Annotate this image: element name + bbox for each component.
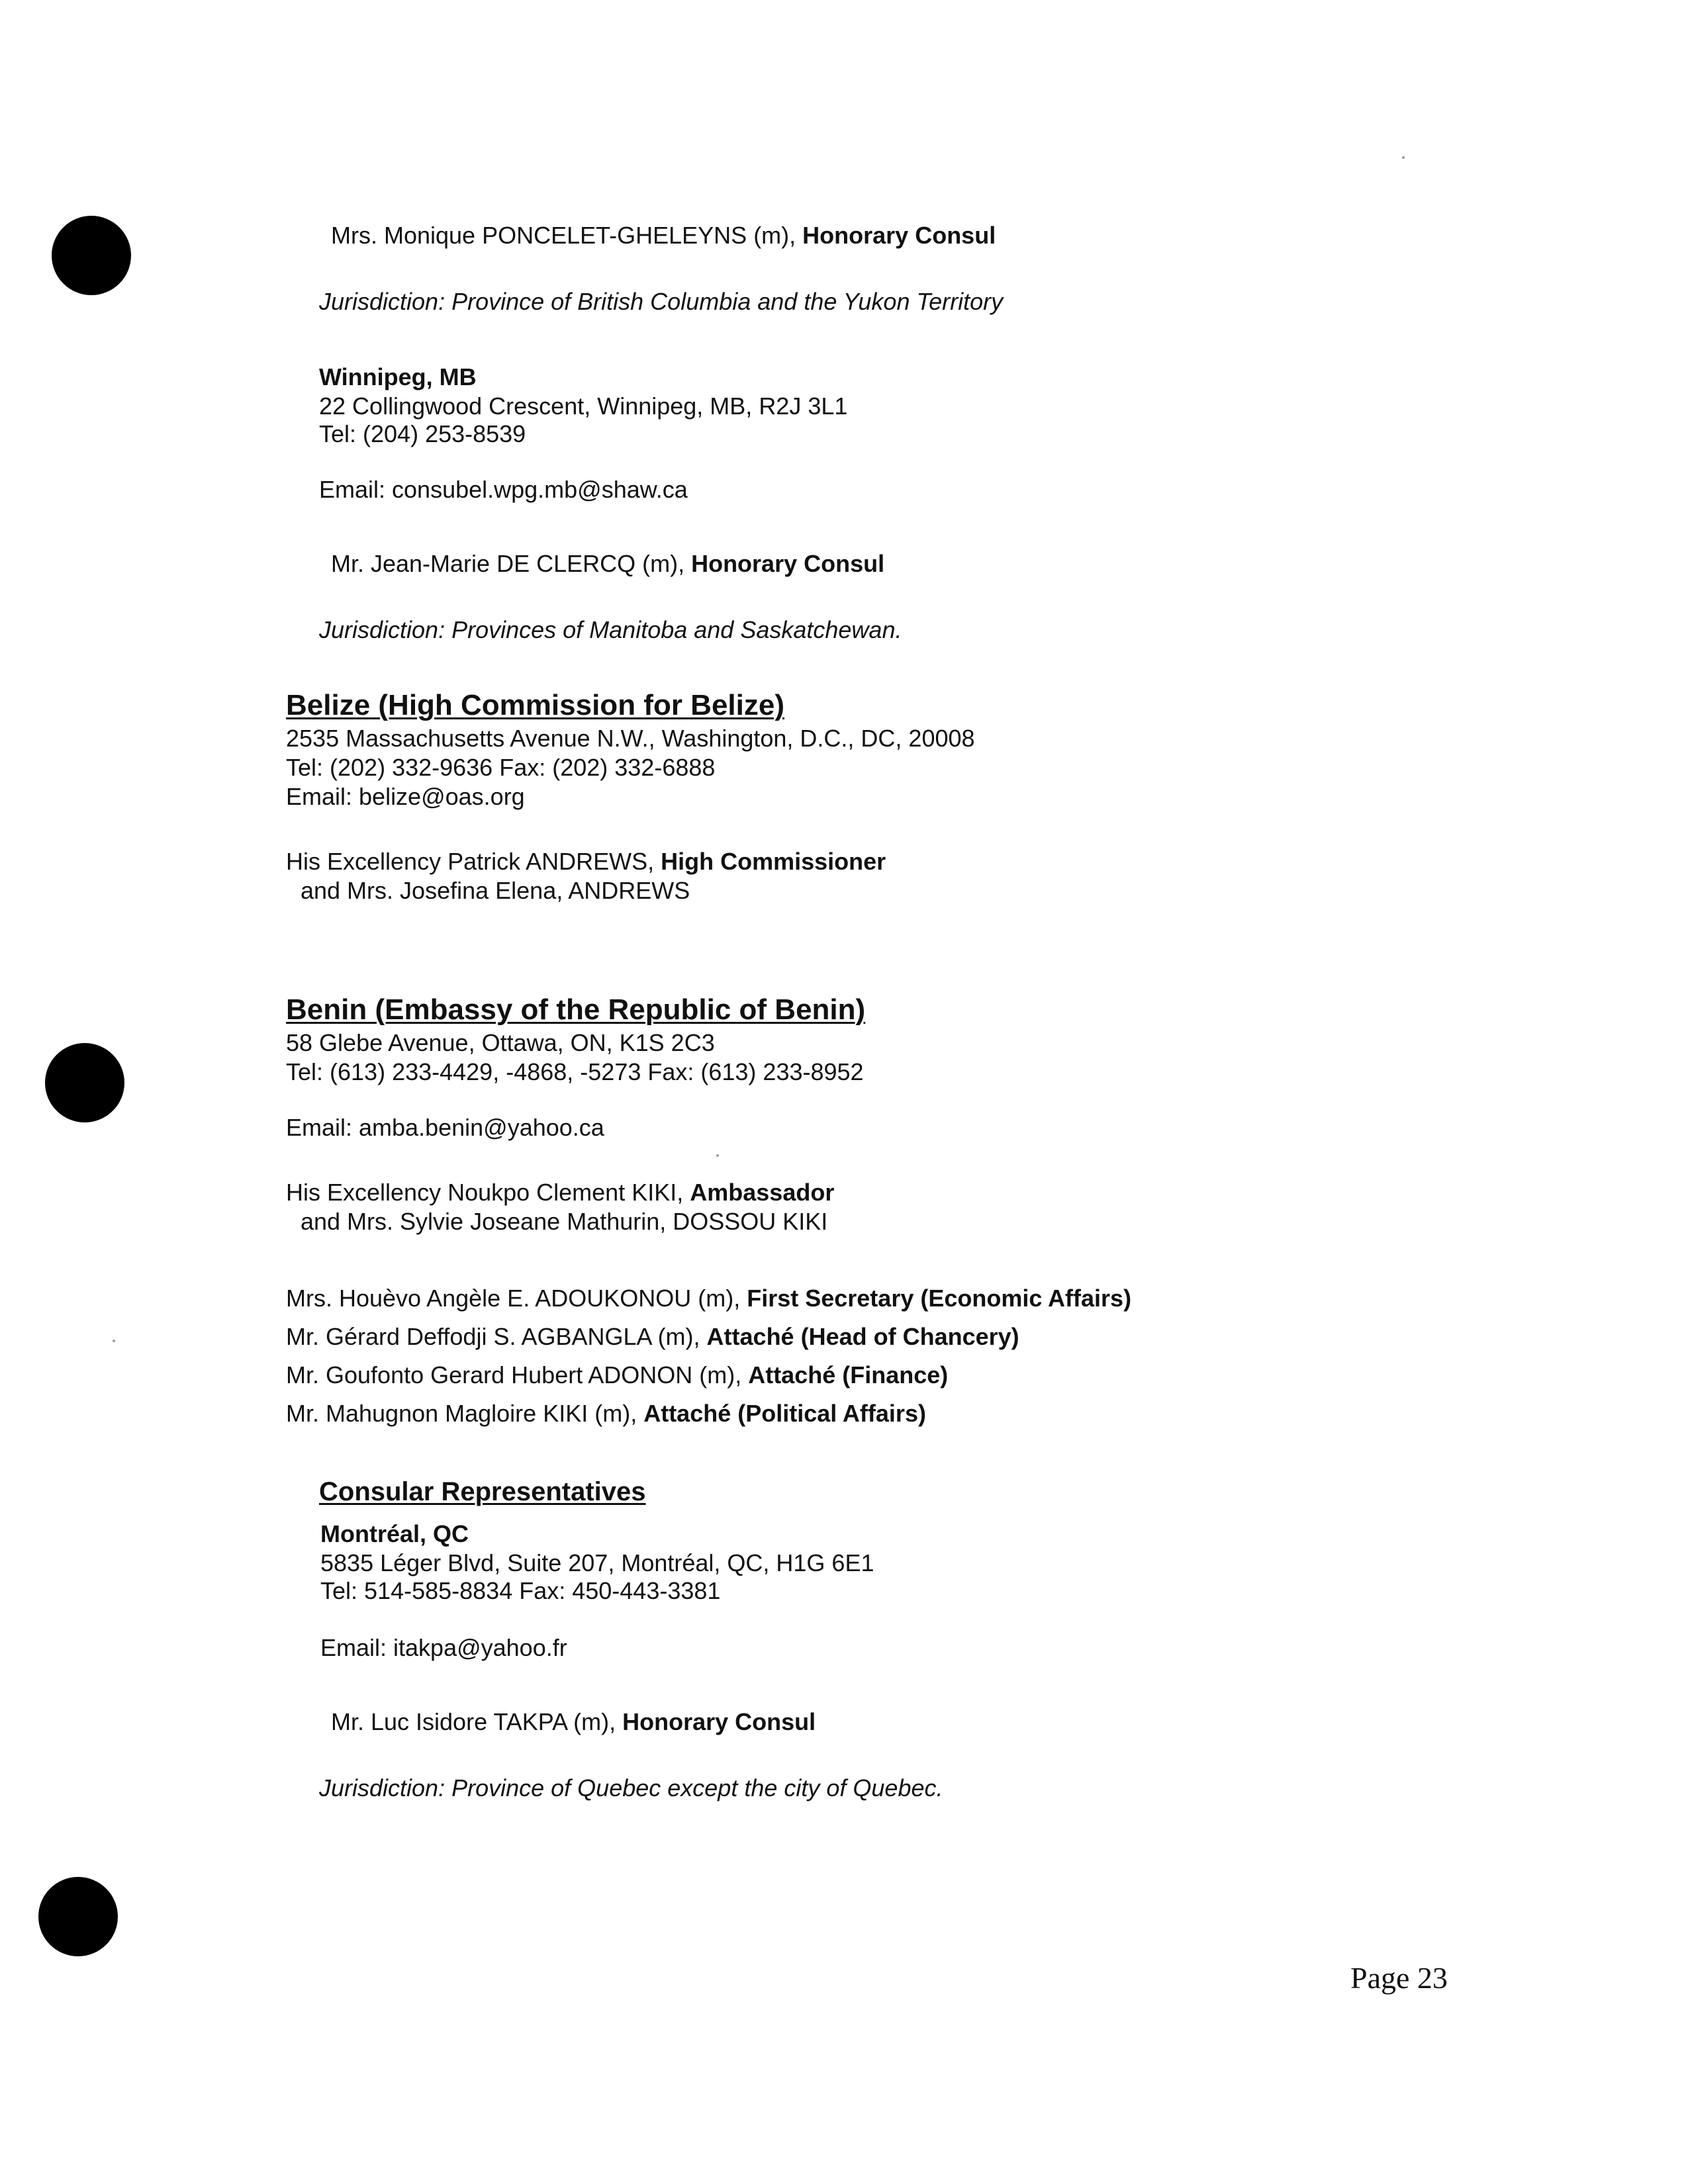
punch-hole-bottom xyxy=(38,1877,118,1956)
tel-fax-benin: Tel: (613) 233-4429, -4868, -5273 Fax: (613) 233-8952 xyxy=(286,1058,864,1085)
address-belize: 2535 Massachusetts Avenue N.W., Washington, D.C., DC, 20008 xyxy=(286,725,975,752)
email-montreal: Email: itakpa@yahoo.fr xyxy=(320,1634,567,1661)
consul-title: Honorary Consul xyxy=(691,550,885,577)
spouse-belize: and Mrs. Josefina Elena, ANDREWS xyxy=(301,877,690,904)
jurisdiction-winnipeg: Jurisdiction: Provinces of Manitoba and Saskatchewan. xyxy=(319,616,902,643)
consul-name: Mr. Jean-Marie DE CLERCQ (m), xyxy=(331,550,692,577)
head-of-mission-benin xyxy=(286,1178,834,1207)
staff-title: Attaché (Head of Chancery) xyxy=(706,1323,1019,1350)
staff-title: First Secretary (Economic Affairs) xyxy=(747,1285,1132,1312)
staff-name: Mr. Goufonto Gerard Hubert ADONON (m), xyxy=(286,1361,749,1388)
scan-speck xyxy=(113,1340,115,1342)
punch-hole-top xyxy=(52,216,131,295)
staff-entry xyxy=(286,1284,1131,1313)
head-title: High Commissioner xyxy=(661,848,886,875)
punch-hole-middle xyxy=(45,1043,124,1122)
staff-title: Attaché (Finance) xyxy=(748,1361,949,1388)
page-number: Page 23 xyxy=(1350,1961,1448,1995)
consul-title: Honorary Consul xyxy=(622,1708,816,1735)
head-name: His Excellency Noukpo Clement KIKI, xyxy=(286,1179,690,1206)
tel-winnipeg: Tel: (204) 253-8539 xyxy=(319,420,526,447)
consul-name: Mr. Luc Isidore TAKPA (m), xyxy=(331,1708,623,1735)
staff-entry xyxy=(286,1361,948,1390)
scan-speck xyxy=(716,1154,719,1157)
tel-fax-montreal: Tel: 514-585-8834 Fax: 450-443-3381 xyxy=(320,1577,721,1604)
email-benin: Email: amba.benin@yahoo.ca xyxy=(286,1114,604,1141)
staff-name: Mr. Mahugnon Magloire KIKI (m), xyxy=(286,1400,644,1427)
head-title: Ambassador xyxy=(690,1179,835,1206)
heading-consular-representatives: Consular Representatives xyxy=(319,1477,646,1506)
head-name: His Excellency Patrick ANDREWS, xyxy=(286,848,661,875)
address-benin: 58 Glebe Avenue, Ottawa, ON, K1S 2C3 xyxy=(286,1029,715,1056)
staff-name: Mrs. Houèvo Angèle E. ADOUKONOU (m), xyxy=(286,1285,747,1312)
scan-speck xyxy=(1402,156,1405,159)
head-of-mission-belize xyxy=(286,847,886,876)
consul-entry-montreal xyxy=(331,1707,816,1737)
email-winnipeg: Email: consubel.wpg.mb@shaw.ca xyxy=(319,476,688,503)
staff-title: Attaché (Political Affairs) xyxy=(643,1400,926,1427)
staff-name: Mr. Gérard Deffodji S. AGBANGLA (m), xyxy=(286,1323,707,1350)
city-winnipeg: Winnipeg, MB xyxy=(319,363,477,390)
consul-title: Honorary Consul xyxy=(802,222,996,249)
consul-entry-winnipeg xyxy=(331,549,884,578)
email-belize: Email: belize@oas.org xyxy=(286,783,525,810)
jurisdiction-bc: Jurisdiction: Province of British Columbia and the Yukon Territory xyxy=(319,288,1004,315)
heading-belize: Belize (High Commission for Belize) xyxy=(286,689,784,721)
jurisdiction-montreal: Jurisdiction: Province of Quebec except the city of Quebec. xyxy=(319,1774,943,1801)
address-montreal: 5835 Léger Blvd, Suite 207, Montréal, QC, H1G 6E1 xyxy=(320,1549,874,1576)
staff-entry xyxy=(286,1322,1019,1351)
consul-name: Mrs. Monique PONCELET-GHELEYNS (m), xyxy=(331,222,803,249)
heading-benin: Benin (Embassy of the Republic of Benin) xyxy=(286,993,866,1026)
spouse-benin: and Mrs. Sylvie Joseane Mathurin, DOSSOU KIKI xyxy=(301,1208,828,1235)
consul-entry-bc xyxy=(331,221,996,250)
address-winnipeg: 22 Collingwood Crescent, Winnipeg, MB, R2J 3L1 xyxy=(319,392,848,420)
tel-fax-belize: Tel: (202) 332-9636 Fax: (202) 332-6888 xyxy=(286,754,716,781)
staff-entry xyxy=(286,1399,926,1428)
city-montreal: Montréal, QC xyxy=(320,1520,469,1547)
